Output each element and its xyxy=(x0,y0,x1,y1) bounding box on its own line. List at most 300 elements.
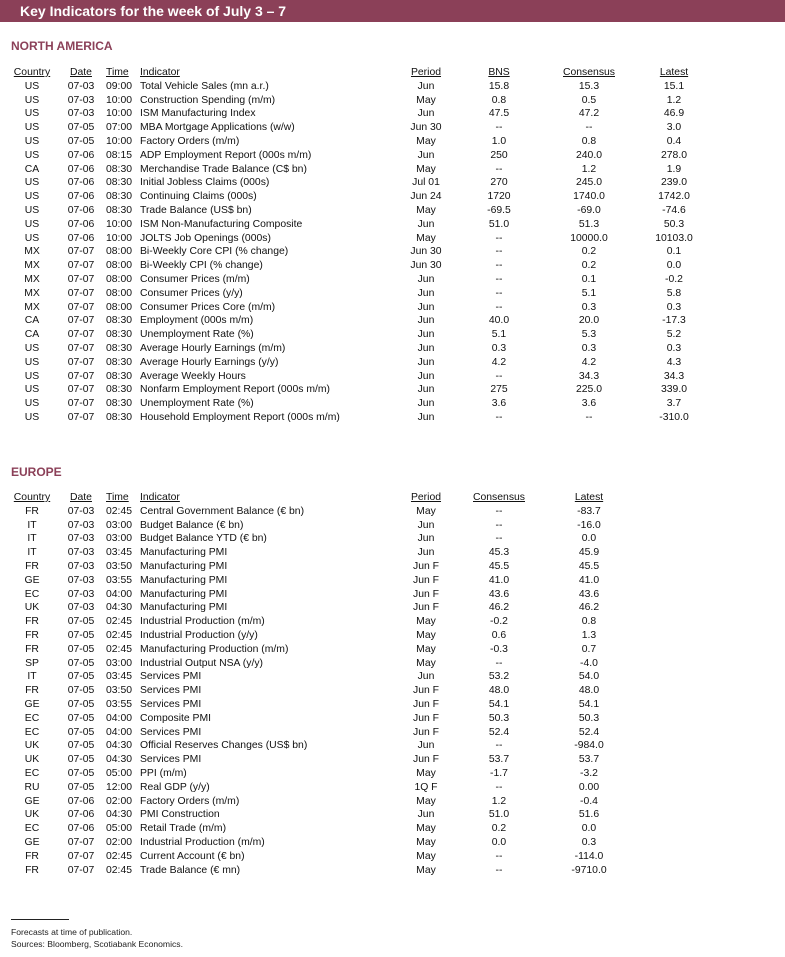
cell-period: Jun xyxy=(417,149,435,161)
cell-time: 08:30 xyxy=(106,177,133,189)
table-row xyxy=(8,370,709,384)
cell-country: MX xyxy=(24,260,40,272)
cell-consensus: 34.3 xyxy=(578,370,600,382)
cell-latest: -114.0 xyxy=(574,850,604,862)
cell-period: May xyxy=(416,94,436,106)
cell-time: 08:00 xyxy=(106,246,133,258)
cell-date: 07-07 xyxy=(67,836,95,848)
cell-latest: -0.2 xyxy=(665,273,683,285)
cell-indicator: Services PMI xyxy=(140,754,202,766)
cell-time: 08:15 xyxy=(106,149,133,161)
table-row xyxy=(8,232,709,246)
table-row xyxy=(8,643,639,657)
cell-time: 08:30 xyxy=(106,411,133,423)
table-header-row xyxy=(8,491,639,505)
cell-time: 05:00 xyxy=(106,823,133,835)
table-row xyxy=(8,314,709,328)
cell-time: 02:45 xyxy=(106,505,133,517)
cell-indicator: Average Weekly Hours xyxy=(140,370,246,382)
cell-date: 07-07 xyxy=(67,864,95,876)
table-row xyxy=(8,218,709,232)
cell-latest: -16.0 xyxy=(577,519,601,531)
cell-time: 03:50 xyxy=(106,560,133,572)
cell-country: FR xyxy=(25,629,39,641)
cell-latest: 1.3 xyxy=(581,629,597,641)
cell-date: 07-06 xyxy=(67,191,95,203)
cell-latest: 5.8 xyxy=(666,287,682,299)
cell-country: IT xyxy=(27,533,37,545)
table-row xyxy=(8,712,639,726)
cell-date: 07-03 xyxy=(67,505,95,517)
north-america-heading: NORTH AMERICA xyxy=(11,39,113,53)
cell-period: Jun xyxy=(417,329,435,341)
cell-consensus: 225.0 xyxy=(575,384,602,396)
col-date: Date xyxy=(70,492,92,503)
cell-latest: -4.0 xyxy=(580,657,598,669)
table-row xyxy=(8,574,639,588)
cell-consensus: 41.0 xyxy=(488,574,510,586)
cell-indicator: ISM Manufacturing Index xyxy=(140,108,256,120)
col-indicator: Indicator xyxy=(140,492,180,503)
cell-date: 07-07 xyxy=(67,273,95,285)
cell-period: Jun xyxy=(417,218,435,230)
cell-latest: 45.5 xyxy=(578,560,600,572)
cell-country: IT xyxy=(27,519,37,531)
cell-date: 07-07 xyxy=(67,315,95,327)
cell-consensus: -- xyxy=(585,122,593,134)
cell-period: Jun xyxy=(417,533,435,545)
col-consensus: Consensus xyxy=(473,492,525,503)
cell-indicator: Industrial Production (m/m) xyxy=(140,616,265,628)
cell-bns: -- xyxy=(495,273,503,285)
table-row xyxy=(8,753,639,767)
cell-indicator: Manufacturing PMI xyxy=(140,588,228,600)
cell-indicator: Bi-Weekly CPI (% change) xyxy=(140,260,263,272)
cell-date: 07-07 xyxy=(67,301,95,313)
cell-bns: 0.3 xyxy=(491,342,507,354)
cell-time: 08:00 xyxy=(106,260,133,272)
col-time: Time xyxy=(106,67,129,78)
cell-bns: 15.8 xyxy=(488,80,510,92)
table-row xyxy=(8,356,709,370)
cell-indicator: Central Government Balance (€ bn) xyxy=(140,505,305,517)
cell-period: May xyxy=(416,616,436,628)
cell-latest: -310.0 xyxy=(659,411,689,423)
table-row xyxy=(8,342,709,356)
cell-time: 02:00 xyxy=(106,836,133,848)
cell-date: 07-05 xyxy=(67,685,95,697)
cell-country: US xyxy=(24,122,40,134)
cell-period: Jun xyxy=(417,740,435,752)
cell-consensus: 52.4 xyxy=(488,726,510,738)
cell-indicator: Factory Orders (m/m) xyxy=(140,135,240,147)
cell-indicator: Budget Balance YTD (€ bn) xyxy=(140,533,267,545)
cell-indicator: Nonfarm Employment Report (000s m/m) xyxy=(140,384,330,396)
cell-country: US xyxy=(24,204,40,216)
cell-latest: 1.9 xyxy=(666,163,682,175)
table-row xyxy=(8,601,639,615)
cell-time: 04:00 xyxy=(106,726,133,738)
cell-consensus: 51.3 xyxy=(578,218,600,230)
cell-indicator: Employment (000s m/m) xyxy=(140,315,254,327)
cell-time: 08:30 xyxy=(106,204,133,216)
col-time: Time xyxy=(106,492,129,503)
cell-consensus: -- xyxy=(495,850,503,862)
cell-time: 08:30 xyxy=(106,384,133,396)
cell-consensus: 54.1 xyxy=(488,698,510,710)
cell-latest: 48.0 xyxy=(578,685,600,697)
cell-indicator: Average Hourly Earnings (m/m) xyxy=(140,342,286,354)
cell-latest: 0.0 xyxy=(581,533,597,545)
cell-period: Jun 24 xyxy=(410,191,442,203)
cell-date: 07-03 xyxy=(67,533,95,545)
cell-bns: 3.6 xyxy=(491,398,507,410)
page-title: Key Indicators for the week of July 3 – 7 xyxy=(0,0,785,22)
cell-bns: -- xyxy=(495,246,503,258)
cell-indicator: Services PMI xyxy=(140,726,202,738)
cell-date: 07-05 xyxy=(67,122,95,134)
col-consensus: Consensus xyxy=(563,67,615,78)
cell-time: 04:30 xyxy=(106,602,133,614)
cell-period: May xyxy=(416,836,436,848)
cell-latest: -83.7 xyxy=(577,505,601,517)
cell-time: 08:30 xyxy=(106,329,133,341)
cell-country: EC xyxy=(24,588,40,600)
cell-consensus: 5.3 xyxy=(581,329,597,341)
cell-indicator: Industrial Production (m/m) xyxy=(140,836,265,848)
table-row xyxy=(8,767,639,781)
cell-time: 02:00 xyxy=(106,795,133,807)
cell-date: 07-07 xyxy=(67,411,95,423)
north-america-table xyxy=(8,66,709,425)
cell-period: May xyxy=(416,657,436,669)
cell-time: 02:45 xyxy=(106,616,133,628)
cell-time: 10:00 xyxy=(106,108,133,120)
cell-consensus: 43.6 xyxy=(488,588,510,600)
cell-consensus: 0.5 xyxy=(581,94,597,106)
cell-country: GE xyxy=(24,574,40,586)
cell-date: 07-07 xyxy=(67,287,95,299)
cell-period: Jun xyxy=(417,384,435,396)
table-row xyxy=(8,163,709,177)
cell-time: 03:00 xyxy=(106,533,133,545)
table-row xyxy=(8,560,639,574)
table-row xyxy=(8,684,639,698)
cell-bns: -- xyxy=(495,163,503,175)
cell-period: May xyxy=(416,232,436,244)
cell-date: 07-05 xyxy=(67,657,95,669)
cell-date: 07-03 xyxy=(67,602,95,614)
cell-bns: -- xyxy=(495,301,503,313)
cell-country: GE xyxy=(24,795,40,807)
cell-period: Jun xyxy=(417,370,435,382)
table-row xyxy=(8,190,709,204)
cell-country: US xyxy=(24,370,40,382)
cell-country: UK xyxy=(24,602,40,614)
cell-period: Jun xyxy=(417,108,435,120)
table-row xyxy=(8,822,639,836)
cell-time: 03:50 xyxy=(106,685,133,697)
cell-period: Jun xyxy=(417,356,435,368)
cell-period: Jun F xyxy=(413,588,439,600)
footnote-sources: Sources: Bloomberg, Scotiabank Economics. xyxy=(11,939,183,949)
cell-indicator: Composite PMI xyxy=(140,712,212,724)
table-row xyxy=(8,739,639,753)
cell-period: Jun xyxy=(417,809,435,821)
cell-period: Jun xyxy=(417,547,435,559)
cell-date: 07-03 xyxy=(67,547,95,559)
cell-indicator: PPI (m/m) xyxy=(140,767,187,779)
cell-date: 07-07 xyxy=(67,398,95,410)
cell-indicator: Consumer Prices (m/m) xyxy=(140,273,250,285)
cell-bns: 4.2 xyxy=(491,356,507,368)
table-row xyxy=(8,259,709,273)
cell-consensus: 1.2 xyxy=(581,163,597,175)
cell-consensus: 0.2 xyxy=(581,246,597,258)
cell-latest: 1742.0 xyxy=(658,191,690,203)
cell-consensus: 53.2 xyxy=(488,671,510,683)
table-row xyxy=(8,519,639,533)
europe-table xyxy=(8,491,639,877)
table-row xyxy=(8,383,709,397)
cell-consensus: 50.3 xyxy=(488,712,510,724)
cell-indicator: Industrial Production (y/y) xyxy=(140,629,258,641)
col-latest: Latest xyxy=(659,67,689,78)
cell-period: May xyxy=(416,629,436,641)
footnote-forecasts: Forecasts at time of publication. xyxy=(11,927,133,937)
cell-indicator: Industrial Output NSA (y/y) xyxy=(140,657,264,669)
cell-country: EC xyxy=(24,823,40,835)
table-row xyxy=(8,80,709,94)
cell-latest: 0.3 xyxy=(581,836,597,848)
cell-country: MX xyxy=(24,287,40,299)
table-row xyxy=(8,411,709,425)
cell-latest: 3.0 xyxy=(666,122,682,134)
cell-latest: 0.00 xyxy=(578,781,600,793)
cell-latest: 52.4 xyxy=(578,726,600,738)
cell-latest: -0.4 xyxy=(580,795,598,807)
cell-period: Jun F xyxy=(413,574,439,586)
cell-indicator: JOLTS Job Openings (000s) xyxy=(140,232,271,244)
cell-latest: 0.4 xyxy=(666,135,682,147)
cell-period: Jun xyxy=(417,411,435,423)
cell-bns: -- xyxy=(495,287,503,299)
cell-latest: 339.0 xyxy=(660,384,687,396)
cell-time: 02:45 xyxy=(106,629,133,641)
cell-period: Jun xyxy=(417,398,435,410)
cell-period: May xyxy=(416,795,436,807)
table-row xyxy=(8,245,709,259)
cell-date: 07-07 xyxy=(67,329,95,341)
table-row xyxy=(8,532,639,546)
cell-bns: 0.8 xyxy=(491,94,507,106)
cell-period: Jun F xyxy=(413,698,439,710)
cell-country: US xyxy=(24,108,40,120)
cell-latest: -984.0 xyxy=(574,740,604,752)
cell-date: 07-03 xyxy=(67,560,95,572)
cell-bns: -- xyxy=(495,232,503,244)
cell-indicator: Services PMI xyxy=(140,671,202,683)
cell-consensus: 0.2 xyxy=(491,823,507,835)
cell-country: FR xyxy=(25,864,39,876)
cell-time: 10:00 xyxy=(106,218,133,230)
cell-consensus: 0.6 xyxy=(491,629,507,641)
cell-country: CA xyxy=(24,163,40,175)
cell-indicator: Construction Spending (m/m) xyxy=(140,94,276,106)
cell-date: 07-07 xyxy=(67,370,95,382)
cell-indicator: ADP Employment Report (000s m/m) xyxy=(140,149,312,161)
cell-time: 08:30 xyxy=(106,163,133,175)
cell-indicator: Household Employment Report (000s m/m) xyxy=(140,411,340,423)
cell-latest: 45.9 xyxy=(578,547,600,559)
cell-period: Jun F xyxy=(413,560,439,572)
cell-latest: 278.0 xyxy=(660,149,687,161)
cell-period: May xyxy=(416,505,436,517)
cell-indicator: Consumer Prices (y/y) xyxy=(140,287,243,299)
cell-period: Jun F xyxy=(413,726,439,738)
cell-date: 07-06 xyxy=(67,177,95,189)
col-country: Country xyxy=(13,492,51,503)
cell-time: 10:00 xyxy=(106,94,133,106)
table-row xyxy=(8,726,639,740)
cell-period: May xyxy=(416,823,436,835)
cell-bns: -- xyxy=(495,122,503,134)
cell-indicator: Current Account (€ bn) xyxy=(140,850,245,862)
cell-date: 07-06 xyxy=(67,232,95,244)
cell-date: 07-07 xyxy=(67,850,95,862)
cell-date: 07-05 xyxy=(67,754,95,766)
cell-time: 02:45 xyxy=(106,864,133,876)
cell-time: 08:30 xyxy=(106,315,133,327)
table-row xyxy=(8,135,709,149)
cell-bns: 275 xyxy=(490,384,508,396)
cell-bns: 1.0 xyxy=(491,135,507,147)
cell-latest: -3.2 xyxy=(580,767,598,779)
cell-consensus: -0.3 xyxy=(490,643,508,655)
cell-country: IT xyxy=(27,671,37,683)
cell-period: Jun 30 xyxy=(410,246,442,258)
table-row xyxy=(8,836,639,850)
cell-period: Jun xyxy=(417,315,435,327)
cell-consensus: 1740.0 xyxy=(573,191,605,203)
cell-date: 07-05 xyxy=(67,671,95,683)
cell-country: US xyxy=(24,218,40,230)
cell-period: Jun 30 xyxy=(410,260,442,272)
cell-latest: 51.6 xyxy=(578,809,600,821)
table-row xyxy=(8,657,639,671)
cell-indicator: Retail Trade (m/m) xyxy=(140,823,227,835)
cell-indicator: Manufacturing PMI xyxy=(140,547,228,559)
table-row xyxy=(8,808,639,822)
cell-time: 04:30 xyxy=(106,740,133,752)
cell-time: 08:30 xyxy=(106,398,133,410)
cell-country: US xyxy=(24,191,40,203)
cell-bns: -- xyxy=(495,411,503,423)
cell-period: Jun xyxy=(417,287,435,299)
cell-country: EC xyxy=(24,726,40,738)
cell-consensus: 0.1 xyxy=(581,273,597,285)
cell-date: 07-03 xyxy=(67,574,95,586)
table-row xyxy=(8,397,709,411)
cell-latest: 0.3 xyxy=(666,301,682,313)
table-row xyxy=(8,615,639,629)
cell-latest: 50.3 xyxy=(663,218,685,230)
cell-period: May xyxy=(416,204,436,216)
cell-consensus: 0.0 xyxy=(491,836,507,848)
cell-consensus: 45.3 xyxy=(488,547,510,559)
cell-latest: 0.1 xyxy=(666,246,682,258)
cell-date: 07-05 xyxy=(67,712,95,724)
cell-consensus: 3.6 xyxy=(581,398,597,410)
cell-date: 07-03 xyxy=(67,108,95,120)
cell-country: MX xyxy=(24,246,40,258)
cell-period: May xyxy=(416,163,436,175)
cell-date: 07-05 xyxy=(67,135,95,147)
cell-country: US xyxy=(24,135,40,147)
cell-latest: 0.0 xyxy=(581,823,597,835)
cell-country: IT xyxy=(27,547,37,559)
cell-bns: 250 xyxy=(490,149,508,161)
table-row xyxy=(8,301,709,315)
cell-consensus: -69.0 xyxy=(577,204,601,216)
cell-consensus: 0.8 xyxy=(581,135,597,147)
cell-latest: 54.1 xyxy=(578,698,600,710)
cell-bns: 270 xyxy=(490,177,508,189)
cell-country: UK xyxy=(24,740,40,752)
cell-country: US xyxy=(24,232,40,244)
cell-date: 07-03 xyxy=(67,94,95,106)
cell-indicator: Trade Balance (US$ bn) xyxy=(140,204,252,216)
cell-indicator: Average Hourly Earnings (y/y) xyxy=(140,356,279,368)
cell-time: 10:00 xyxy=(106,135,133,147)
cell-country: RU xyxy=(24,781,40,793)
table-row xyxy=(8,781,639,795)
cell-date: 07-05 xyxy=(67,698,95,710)
cell-country: US xyxy=(24,149,40,161)
cell-latest: 41.0 xyxy=(578,574,600,586)
cell-time: 08:30 xyxy=(106,191,133,203)
cell-date: 07-06 xyxy=(67,809,95,821)
cell-date: 07-05 xyxy=(67,629,95,641)
cell-date: 07-03 xyxy=(67,588,95,600)
table-row xyxy=(8,94,709,108)
table-header-row xyxy=(8,66,709,80)
cell-date: 07-06 xyxy=(67,218,95,230)
cell-country: GE xyxy=(24,836,40,848)
cell-time: 03:45 xyxy=(106,671,133,683)
cell-indicator: Factory Orders (m/m) xyxy=(140,795,240,807)
cell-indicator: MBA Mortgage Applications (w/w) xyxy=(140,122,295,134)
cell-time: 08:00 xyxy=(106,301,133,313)
col-date: Date xyxy=(70,67,92,78)
cell-indicator: Merchandise Trade Balance (C$ bn) xyxy=(140,163,307,175)
cell-indicator: Unemployment Rate (%) xyxy=(140,329,254,341)
cell-latest: -17.3 xyxy=(662,315,686,327)
cell-country: EC xyxy=(24,767,40,779)
col-indicator: Indicator xyxy=(140,67,180,78)
cell-indicator: PMI Construction xyxy=(140,809,220,821)
cell-country: UK xyxy=(24,754,40,766)
cell-latest: 34.3 xyxy=(663,370,685,382)
cell-bns: -- xyxy=(495,370,503,382)
cell-time: 08:30 xyxy=(106,356,133,368)
col-country: Country xyxy=(13,67,51,78)
cell-time: 08:30 xyxy=(106,342,133,354)
cell-period: May xyxy=(416,643,436,655)
cell-period: Jun F xyxy=(413,685,439,697)
cell-latest: 0.8 xyxy=(581,616,597,628)
cell-indicator: Services PMI xyxy=(140,685,202,697)
